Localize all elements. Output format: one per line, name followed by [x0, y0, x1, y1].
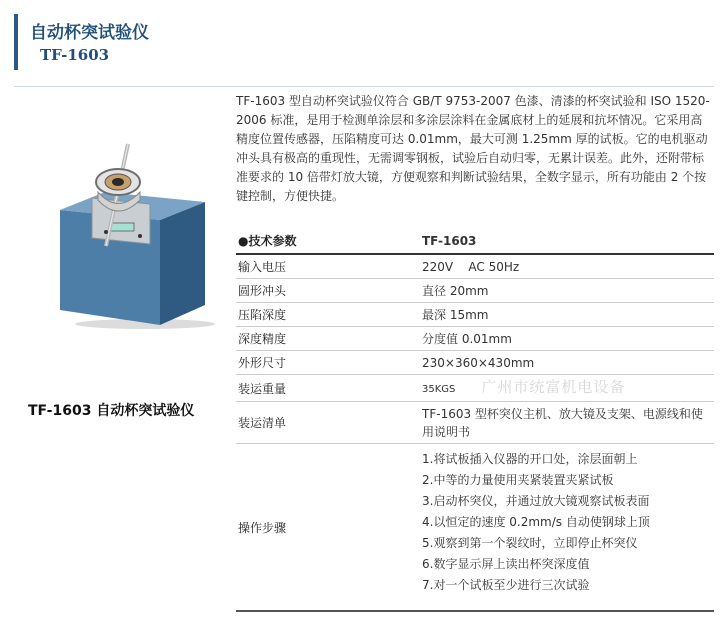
header-divider	[14, 86, 714, 87]
table-row	[236, 279, 714, 303]
product-caption: TF-1603 自动杯突试验仪	[28, 403, 195, 419]
page-title: 自动杯突试验仪	[30, 23, 149, 43]
steps-key: 操作步骤	[236, 444, 420, 612]
spec-value: 220V AC 50Hz	[420, 254, 714, 279]
step-item: 2.中等的力量使用夹紧装置夹紧试板	[422, 473, 614, 487]
spec-value: 直径 20mm	[420, 279, 714, 303]
spec-value: 230×360×430mm	[420, 351, 714, 375]
step-item: 5.观察到第一个裂纹时，立即停止杯突仪	[422, 536, 638, 550]
table-row	[236, 303, 714, 327]
spec-value: 最深 15mm	[420, 303, 714, 327]
spec-key: 装运清单	[236, 402, 420, 444]
table-row	[236, 254, 714, 279]
spec-value: 分度值 0.01mm	[420, 327, 714, 351]
page-model: TF-1603	[40, 46, 110, 64]
spec-key: 深度精度	[236, 327, 420, 351]
spec-value: TF-1603 型杯突仪主机、放大镜及支架、电源线和使用说明书	[420, 402, 714, 444]
spec-table	[236, 228, 714, 612]
step-item: 6.数字显示屏上读出杯突深度值	[422, 557, 590, 571]
spec-header-key: ●技术参数	[236, 228, 420, 254]
spec-value: 35KGS	[422, 384, 456, 395]
step-item: 3.启动杯突仪，并通过放大镜观察试板表面	[422, 494, 650, 508]
spec-key: 外形尺寸	[236, 351, 420, 375]
product-image	[40, 140, 220, 330]
spec-key: 装运重量	[236, 375, 420, 402]
spec-key: 输入电压	[236, 254, 420, 279]
product-description: TF-1603 型自动杯突试验仪符合 GB/T 9753-2007 色漆、清漆的杯突试验和 ISO 1520-2006 标准，是用于检测单涂层和多涂层涂料在金属底材上的延展和抗坏情况。它采用高精度位置传感器，压陷精度可达 0.01mm，最大可测 1.25mm 厚的试板。它的电机驱动冲头具有极高的重现性，无需调零钢板，试验后自动归零，无累计误差。此外，还附带标准要求的 10 倍带灯放大镜，方便观察和判断试验结果，全数字显示，所有功能由 2 个按键控制，方便快捷。	[236, 94, 710, 203]
spec-key: 压陷深度	[236, 303, 420, 327]
header-accent-bar	[14, 14, 18, 70]
spec-header-value: TF-1603	[420, 228, 714, 254]
table-row	[236, 444, 714, 612]
step-item: 4.以恒定的速度 0.2mm/s 自动使钢球上顶	[422, 515, 650, 529]
spec-header-row	[236, 228, 714, 254]
spec-key: 圆形冲头	[236, 279, 420, 303]
table-row	[236, 375, 714, 402]
table-row	[236, 402, 714, 444]
steps-list	[420, 444, 714, 612]
step-item: 1.将试板插入仪器的开口处，涂层面朝上	[422, 452, 638, 466]
table-row	[236, 327, 714, 351]
spec-value-with-watermark	[420, 375, 714, 402]
table-row	[236, 351, 714, 375]
watermark: 广州市统富机电设备	[481, 378, 626, 396]
step-item: 7.对一个试板至少进行三次试验	[422, 578, 590, 592]
